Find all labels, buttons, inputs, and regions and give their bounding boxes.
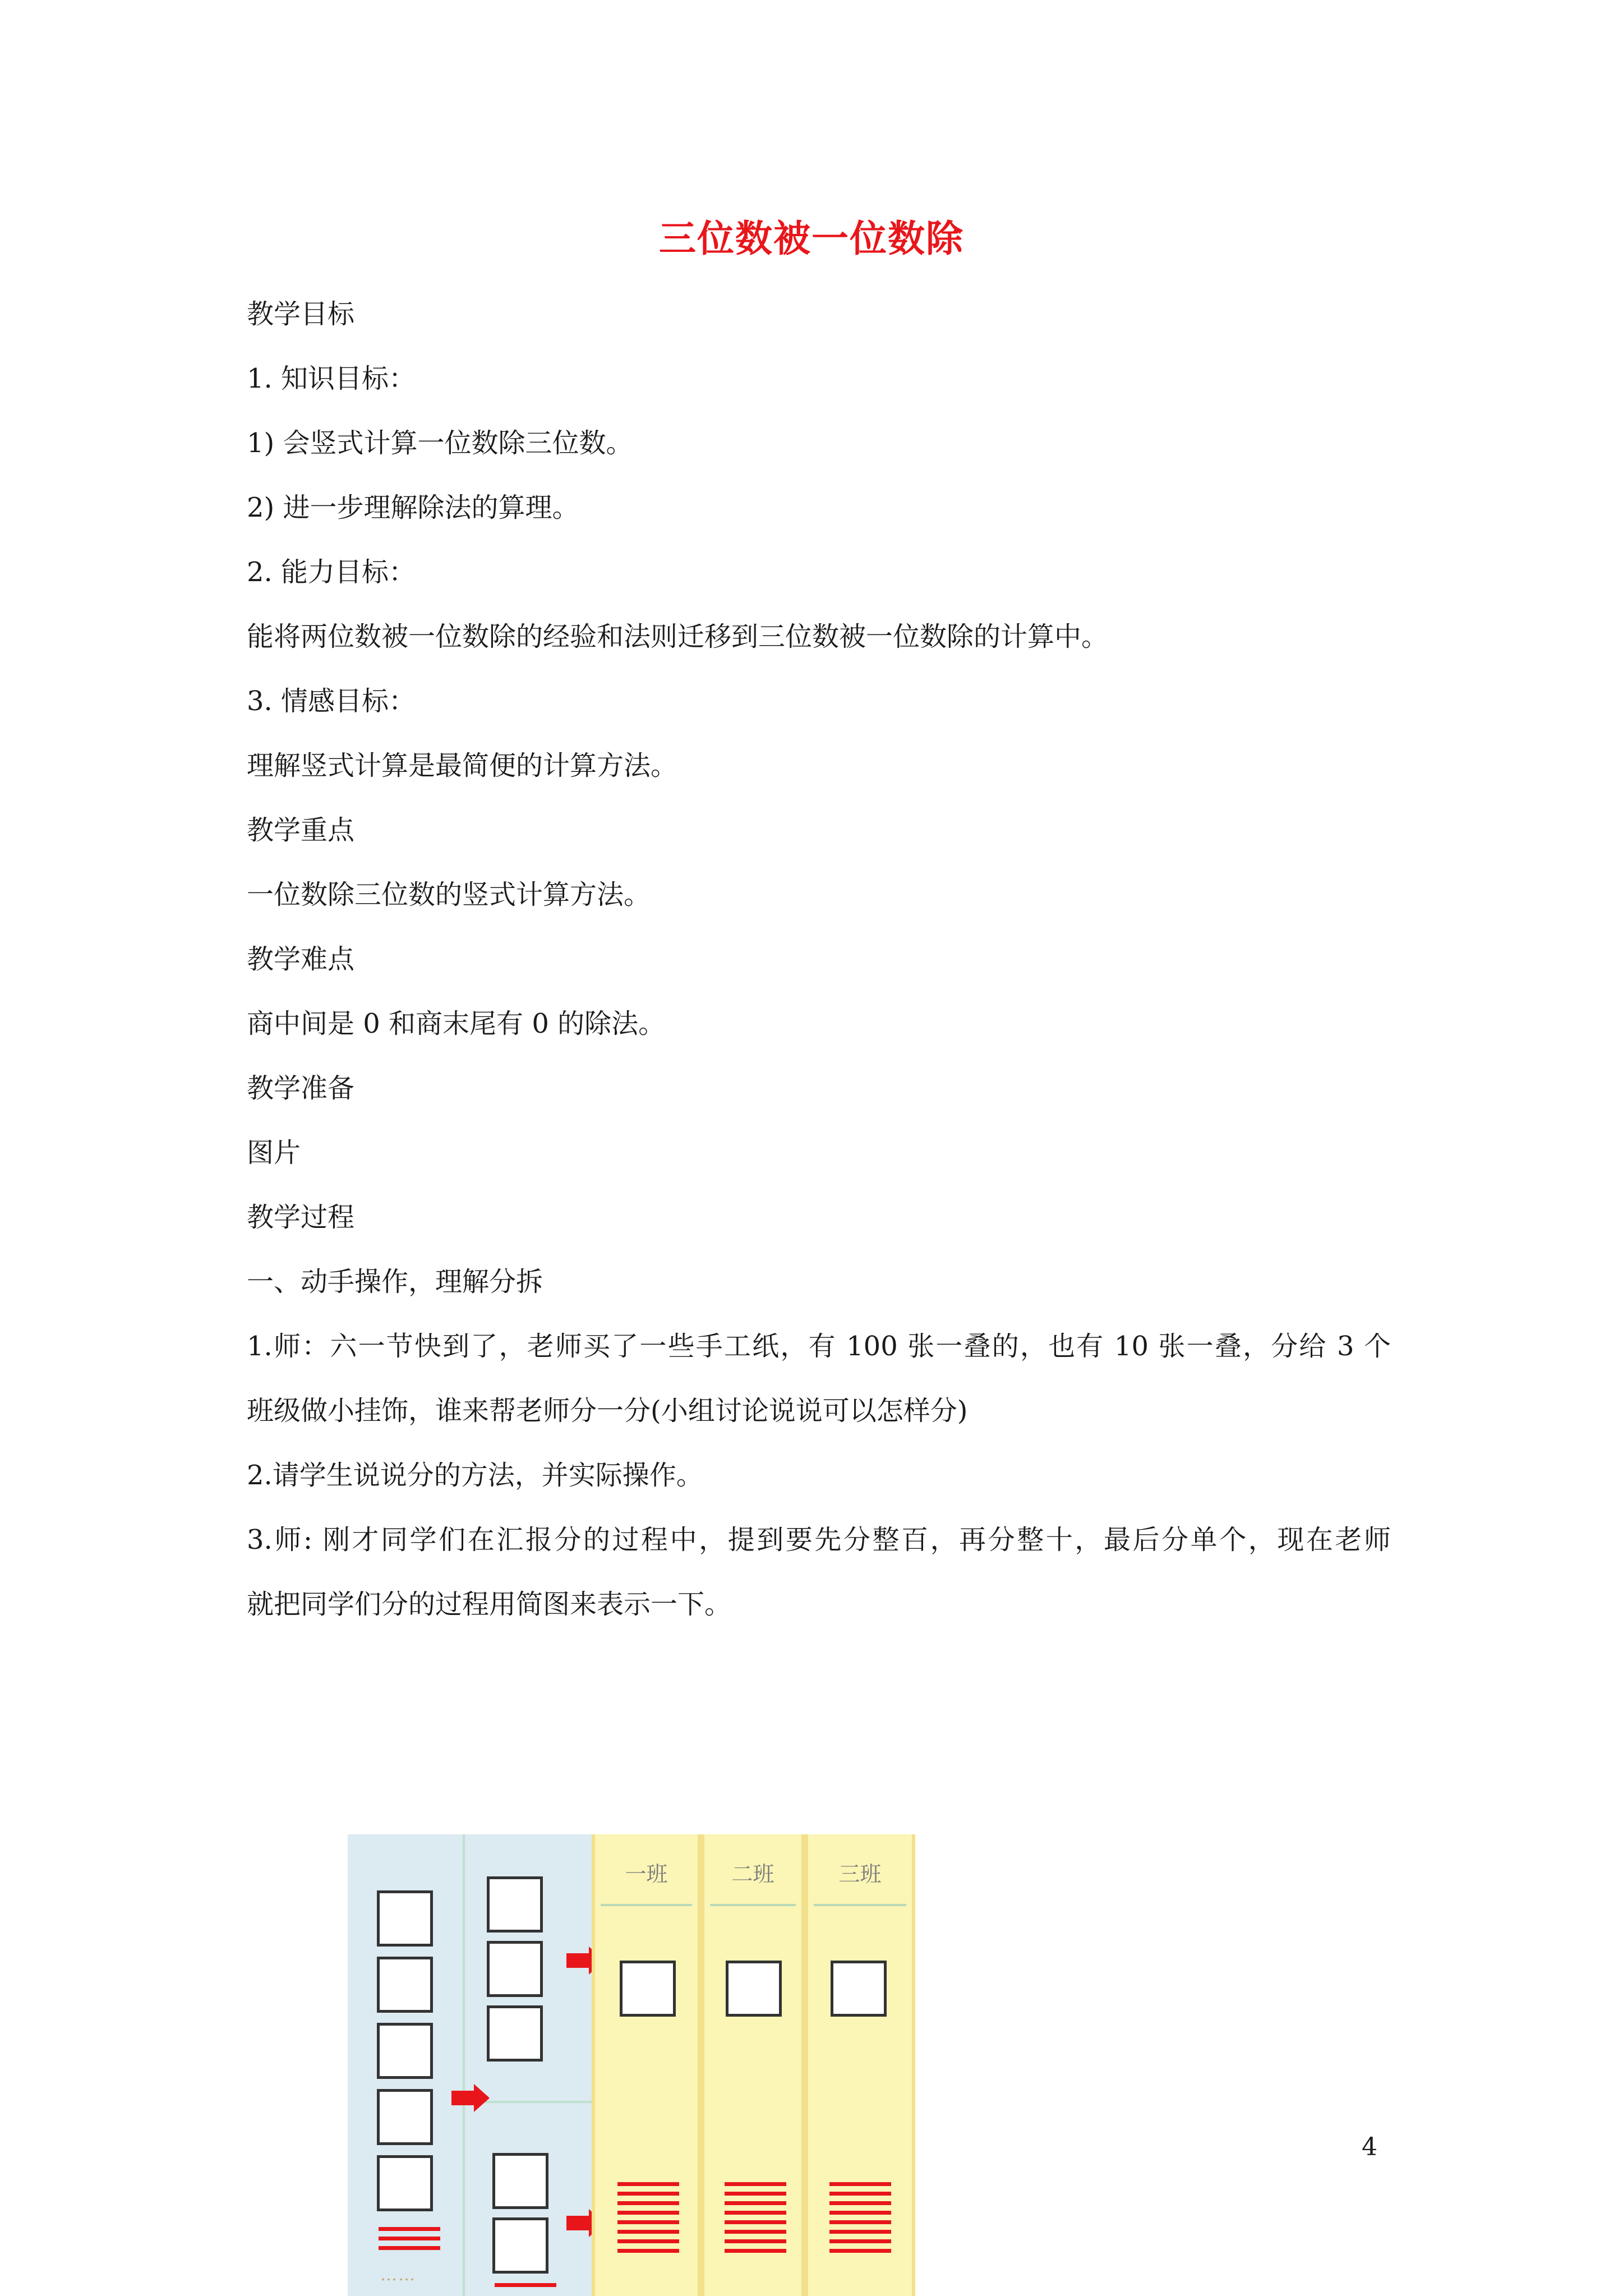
heading-process: 教学过程	[247, 1202, 355, 1233]
text-line: 2.请学生说说分的方法，并实际操作。	[247, 1460, 703, 1491]
text-line: 能将两位数被一位数除的经验和法则迁移到三位数被一位数除的计算中。	[247, 621, 1109, 652]
class-header: 三班	[838, 1862, 882, 1887]
text-line: 就把同学们分的过程用简图来表示一下。	[247, 1589, 732, 1620]
document-title: 三位数被一位数除	[659, 217, 964, 260]
text-line: 一位数除三位数的竖式计算方法。	[247, 879, 651, 910]
hundred-stack	[377, 2023, 433, 2079]
text-line: 2) 进一步理解除法的算理。	[247, 492, 579, 523]
text-line: 2. 能力目标：	[247, 556, 416, 588]
text-line: 3.师: 刚才同学们在汇报分的过程中，提到要先分整百，再分整十，最后分单个，现在老师	[247, 1524, 1391, 1556]
text-line: 班级做小挂饰，谁来帮老师分一分(小组讨论说说可以怎样分)	[247, 1395, 968, 1427]
hundred-stack	[377, 2155, 433, 2211]
hundred-stack	[487, 1941, 543, 1997]
hundred-stack	[487, 2005, 543, 2062]
hundred-stack	[726, 1961, 782, 2017]
text-line: 商中间是 0 和商末尾有 0 的除法。	[247, 1008, 666, 1039]
hundred-stack	[377, 1957, 433, 2013]
hundred-stack	[487, 1876, 543, 1932]
heading-key-points: 教学重点	[247, 815, 355, 846]
class-column-1	[592, 1834, 701, 2296]
hundred-stack	[377, 1890, 433, 1947]
hundred-stack	[492, 2153, 548, 2209]
heading-teaching-goals: 教学目标	[247, 298, 355, 330]
text-line: 1.师：六一节快到了，老师买了一些手工纸，有 100 张一叠的，也有 10 张一叠，分给 3 个	[247, 1331, 1391, 1362]
page-number: 4	[1362, 2133, 1377, 2161]
ten-stacks	[725, 2182, 786, 2258]
text-line: 1. 知识目标：	[247, 363, 416, 394]
text-line: 图片	[247, 1137, 301, 1168]
class-column-3	[805, 1834, 915, 2296]
ten-stacks	[495, 2283, 556, 2293]
heading-preparation: 教学准备	[247, 1073, 355, 1104]
text-line: 理解竖式计算是最简便的计算方法。	[247, 750, 678, 781]
hundred-stack	[492, 2217, 548, 2274]
text-line: 一、动手操作，理解分拆	[247, 1266, 543, 1297]
division-illustration	[348, 1834, 915, 2296]
text-line: 3. 情感目标：	[247, 685, 416, 717]
class-column-2	[701, 1834, 805, 2296]
hundred-stack	[620, 1961, 676, 2017]
text-line: 1) 会竖式计算一位数除三位数。	[247, 427, 633, 459]
header-underline	[710, 1904, 796, 1906]
header-underline	[814, 1904, 906, 1906]
hundred-stack	[377, 2089, 433, 2145]
class-header: 一班	[625, 1862, 668, 1887]
hundred-stack	[831, 1961, 887, 2017]
header-underline	[601, 1904, 692, 1906]
ten-stacks	[829, 2182, 891, 2258]
single-sheets: ……	[380, 2265, 416, 2285]
class-header: 二班	[731, 1862, 774, 1887]
ten-stacks	[617, 2182, 679, 2258]
ten-stacks	[379, 2227, 440, 2256]
heading-difficulties: 教学难点	[247, 944, 355, 975]
divider-line	[463, 1834, 465, 2296]
